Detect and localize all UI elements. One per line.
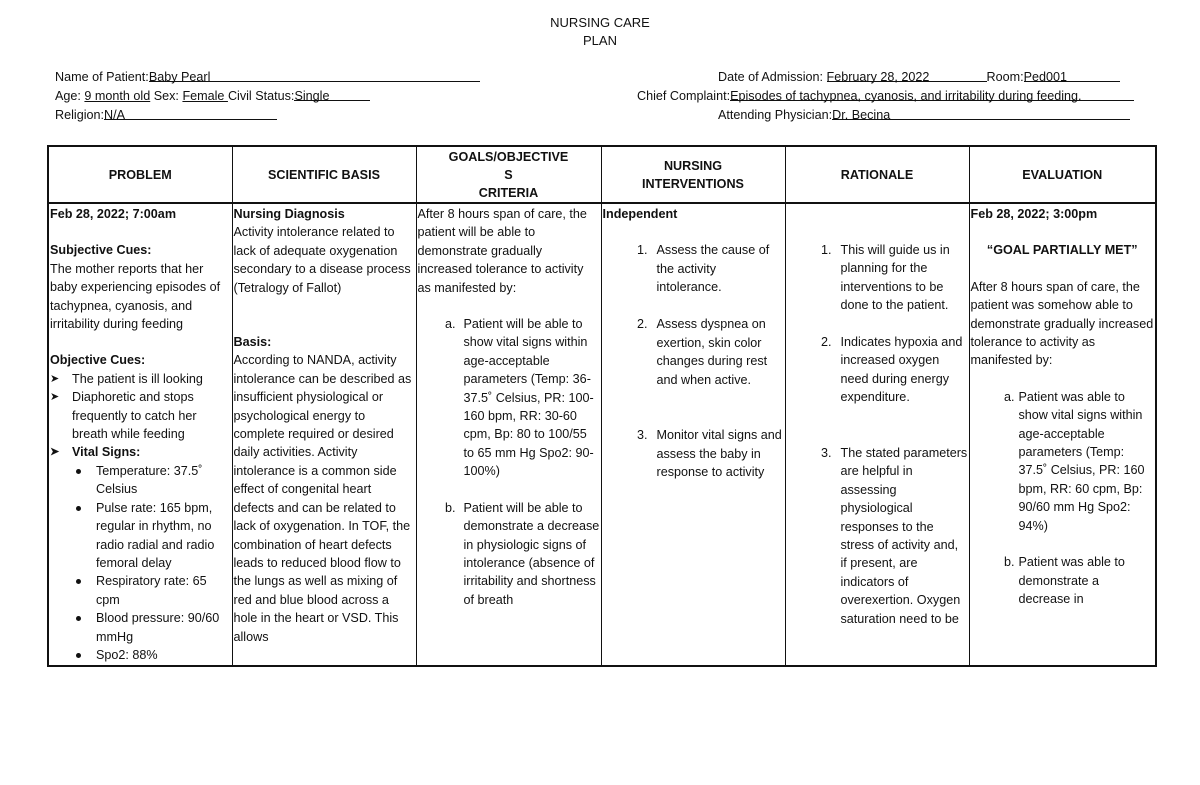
- intervention-marker: 1.: [636, 243, 648, 258]
- problem-cell: [48, 203, 232, 666]
- room-field: [1024, 68, 1120, 82]
- goal-item: [418, 499, 600, 609]
- goal-marker: a.: [444, 317, 456, 332]
- vital-sign-text: Spo2: 88%: [96, 647, 158, 662]
- rationale-marker: 2.: [820, 335, 832, 349]
- civil-status-label: Civil Status:: [227, 89, 295, 103]
- header-goals: [416, 146, 601, 203]
- religion-label: Religion:: [55, 108, 105, 122]
- complaint-field: [730, 87, 1134, 101]
- problem-datetime: Feb 28, 2022; 7:00am: [50, 207, 177, 221]
- table-row: [48, 203, 1156, 666]
- complaint-label: Chief Complaint:: [637, 89, 731, 103]
- evaluation-text: Patient was able to show vital signs within age-acceptable parameters (Temp: 37.5˚ Celsius, PR: 160 bpm, RR: 60 cpm, Bp: 90/60 mm Hg Spo2: 94%): [1018, 389, 1145, 533]
- physician-row: [718, 106, 1130, 124]
- goal-item: [418, 315, 600, 481]
- vital-sign-item: [50, 499, 231, 573]
- vital-sign-item: [50, 609, 231, 646]
- dot-bullet-icon: [76, 469, 81, 474]
- evaluation-datetime: Feb 28, 2022; 3:00pm: [970, 207, 1098, 221]
- evaluation-marker: a.: [1003, 389, 1015, 404]
- dot-bullet-icon: [76, 579, 81, 584]
- rationale-marker: 3.: [820, 446, 832, 460]
- objective-cue-item: [50, 370, 231, 388]
- evaluation-cell: [969, 203, 1156, 666]
- religion-value: N/A: [104, 108, 126, 122]
- age-label: Age:: [55, 89, 81, 103]
- admission-label: Date of Admission:: [718, 70, 823, 84]
- intervention-text: Assess the cause of the activity intolerance.: [656, 243, 770, 295]
- basis-text: According to NANDA, activity intolerance can be described as insufficient physiological or psychological energy to complete required or desired daily activities. Activity intolerance is a common side effect of congenital heart defects and can be related to lack of oxygenation. In TOF, the combination of heart defects leads to reduced blood flow to the lungs as well as mixing of red and blue blood across a hole in the heart or VSD. This allows: [233, 353, 412, 644]
- objective-cue-item: [50, 388, 231, 443]
- intervention-text: Assess dyspnea on exertion, skin color changes during rest and when active.: [656, 317, 768, 387]
- evaluation-item: [971, 553, 1155, 608]
- religion-field: [104, 106, 277, 120]
- age-value: 9 month old: [84, 89, 151, 103]
- title-line-2: PLAN: [583, 33, 617, 48]
- vital-sign-text: Blood pressure: 90/60 mmHg: [96, 611, 220, 644]
- evaluation-text: Patient was able to demonstrate a decrease in: [1018, 555, 1125, 606]
- arrow-bullet-icon: ➤: [50, 391, 60, 404]
- objective-cue-text: The patient is ill looking: [72, 371, 203, 386]
- room-label: Room:: [986, 70, 1024, 84]
- admission-field: [827, 68, 987, 82]
- patient-age-row: [55, 87, 370, 105]
- physician-label: Attending Physician:: [718, 108, 833, 122]
- admission-value: February 28, 2022: [826, 70, 930, 84]
- dot-bullet-icon: [76, 653, 81, 658]
- goal-text: Patient will be able to show vital signs within age-acceptable parameters (Temp: 36-37.5˚ Celsius, PR: 100-160 bpm, RR: 30-60 cpm, Bp: 80 to 100/55 to 65 mm Hg Spo2: 90-100%): [463, 317, 594, 479]
- rationale-text: Indicates hypoxia and increased oxygen need during energy expenditure.: [840, 335, 963, 405]
- complaint-value: Episodes of tachypnea, cyanosis, and irritability during feeding.: [730, 89, 1082, 103]
- interventions-cell: [601, 203, 785, 666]
- goal-text: Patient will be able to demonstrate a decrease in physiologic signs of intolerance (absence of irritability and shortness of breath: [463, 500, 600, 607]
- admission-row: [718, 68, 1120, 86]
- objective-cues-title: Objective Cues:: [50, 353, 146, 368]
- evaluation-intro: After 8 hours span of care, the patient was somehow able to demonstrate gradually increased tolerance to activity as manifested by:: [970, 279, 1154, 368]
- arrow-bullet-icon: ➤: [50, 372, 60, 385]
- intervention-marker: 3.: [636, 428, 648, 443]
- rationale-item: [787, 241, 968, 333]
- interventions-title: Independent: [602, 207, 678, 221]
- patient-name-field: [149, 68, 480, 82]
- nursing-diagnosis-title: Nursing Diagnosis: [233, 207, 345, 221]
- arrow-bullet-icon: ➤: [50, 446, 60, 459]
- care-plan-table: [47, 145, 1157, 667]
- rationale-text: The stated parameters are helpful in assessing physiological responses to the stress of activity and, if present, are indicators of overexertion. Oxygen saturation need to be: [840, 446, 968, 626]
- vital-sign-text: Respiratory rate: 65 cpm: [96, 574, 207, 607]
- header-goals-line-1: GOALS/OBJECTIVE: [448, 149, 569, 164]
- patient-name-value: Baby Pearl: [148, 70, 211, 84]
- civil-status-value: Single: [294, 89, 330, 103]
- subjective-cues-title: Subjective Cues:: [50, 243, 152, 258]
- rationale-marker: 1.: [820, 243, 832, 257]
- evaluation-verdict: “GOAL PARTIALLY MET”: [986, 243, 1138, 258]
- vital-sign-text: Pulse rate: 165 bpm, regular in rhythm, no radio radial and radio femoral delay: [96, 500, 215, 570]
- vital-sign-text: Temperature: 37.5˚ Celsius: [96, 463, 203, 497]
- vital-sign-item: [50, 462, 231, 499]
- basis-title: Basis:: [233, 335, 272, 350]
- header-interventions-line-1: NURSING: [663, 158, 723, 173]
- intervention-item: [603, 241, 784, 315]
- sex-label: Sex:: [150, 89, 183, 103]
- goal-marker: b.: [444, 500, 456, 515]
- intervention-item: [603, 315, 784, 426]
- dot-bullet-icon: [76, 616, 81, 621]
- document-title: [0, 14, 1200, 50]
- civil-status-field: [294, 87, 370, 101]
- title-line-1: NURSING CARE: [550, 15, 650, 30]
- goals-intro: After 8 hours span of care, the patient will be able to demonstrate gradually increased tolerance to activity as manifested by:: [417, 207, 587, 295]
- nursing-diagnosis-text: Activity intolerance related to lack of adequate oxygenation secondary to a disease process (Tetralogy of Fallot): [233, 225, 411, 295]
- complaint-row: [637, 87, 1134, 105]
- header-problem: PROBLEM: [48, 146, 232, 203]
- header-interventions: [601, 146, 785, 203]
- rationale-item: [787, 333, 968, 444]
- rationale-text: This will guide us in planning for the interventions to be done to the patient.: [840, 243, 950, 313]
- intervention-item: [603, 426, 784, 481]
- sex-value: Female: [182, 89, 228, 103]
- vital-signs-title: Vital Signs:: [72, 445, 141, 460]
- vital-sign-item: [50, 646, 231, 664]
- religion-row: [55, 106, 277, 124]
- rationale-item: [787, 444, 968, 628]
- subjective-cues-text: The mother reports that her baby experiencing episodes of tachypnea, cyanosis, and irritability during feeding: [50, 261, 221, 332]
- header-goals-line-3: CRITERIA: [478, 185, 539, 200]
- header-evaluation: EVALUATION: [969, 146, 1156, 203]
- intervention-text: Monitor vital signs and assess the baby in response to activity: [656, 428, 782, 480]
- physician-value: Dr. Becina: [832, 108, 891, 122]
- table-header-row: [48, 146, 1156, 203]
- scientific-basis-cell: [232, 203, 416, 666]
- vital-sign-item: [50, 572, 231, 609]
- goals-cell: [416, 203, 601, 666]
- vital-signs-item: [50, 443, 231, 461]
- rationale-cell: [785, 203, 969, 666]
- patient-name-label: Name of Patient:: [55, 70, 149, 84]
- evaluation-marker: b.: [1003, 555, 1015, 570]
- patient-name-row: [55, 68, 480, 86]
- physician-field: [832, 106, 1130, 120]
- header-rationale: RATIONALE: [785, 146, 969, 203]
- room-value: Ped001: [1023, 70, 1068, 84]
- objective-cue-text: Diaphoretic and stops frequently to catch her breath while feeding: [72, 390, 197, 442]
- evaluation-item: [971, 388, 1155, 535]
- header-goals-line-2: S: [504, 167, 513, 182]
- header-interventions-line-2: INTERVENTIONS: [642, 176, 744, 191]
- intervention-marker: 2.: [636, 317, 648, 332]
- header-scientific-basis: SCIENTIFIC BASIS: [232, 146, 416, 203]
- dot-bullet-icon: [76, 506, 81, 511]
